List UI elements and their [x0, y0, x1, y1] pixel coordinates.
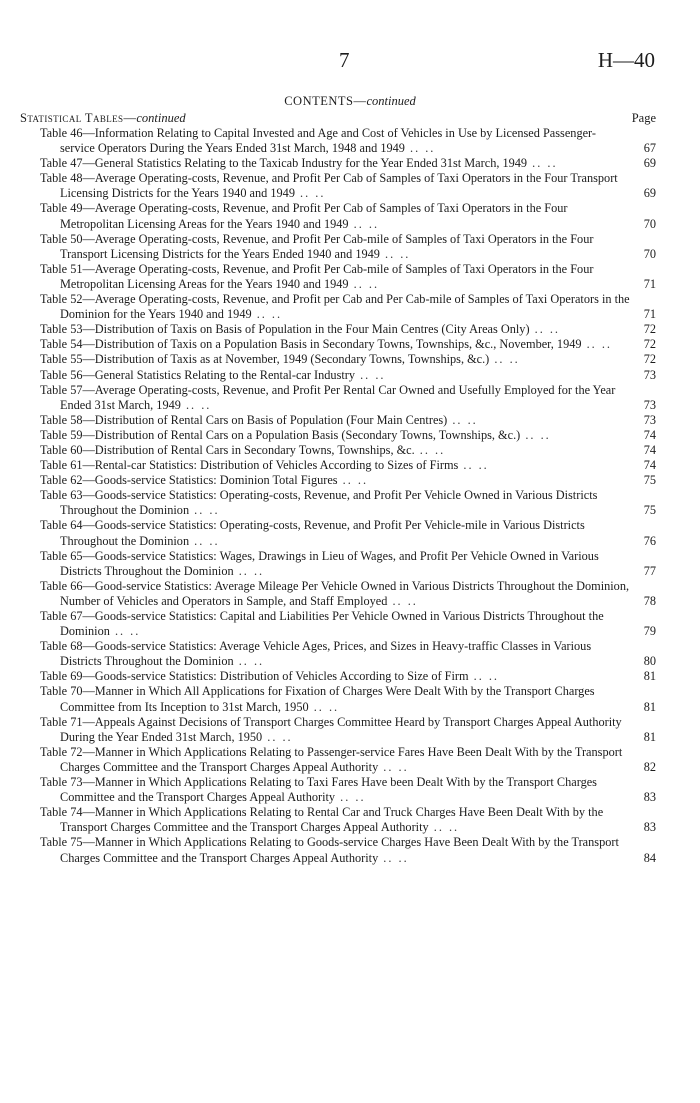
toc-entry: [40, 745, 656, 775]
toc-entry-page: 72: [643, 337, 656, 352]
toc-entry: [40, 805, 656, 835]
toc-entry: [40, 292, 656, 322]
toc-entry-page: 81: [643, 729, 656, 744]
toc-entry-page: 83: [643, 790, 656, 805]
toc-entry: [40, 337, 656, 352]
page-column-heading: Page: [631, 111, 656, 125]
toc-entry-title: Table 54—Distribution of Taxis on a Population Basis in Secondary Towns, Townships, &c., November, 1949: [40, 337, 582, 352]
toc-entry: [40, 368, 656, 383]
leader-dots: .. ..: [468, 669, 500, 684]
toc-entry-page: 75: [643, 473, 656, 488]
toc-entry-page: 74: [643, 442, 656, 457]
leader-dots: .. ..: [308, 699, 340, 714]
toc-entry-page: 75: [643, 503, 656, 518]
toc-entry: [40, 443, 656, 458]
toc-entry-title: Table 64—Goods-service Statistics: Operating-costs, Revenue, and Profit Per Vehicle-mile in Various Districts Throughout the Dominion: [40, 518, 585, 548]
leader-dots: .. ..: [378, 850, 409, 865]
leader-dots: .. ..: [404, 141, 436, 156]
leader-dots: .. ..: [489, 352, 520, 367]
toc-entry-title: Table 74—Manner in Which Applications Relating to Rental Car and Truck Charges Have Been Dealt With by the Transport Charges Committee and the Transport Charges Appeal Authority: [40, 805, 604, 835]
section-continued: continued: [136, 111, 186, 125]
toc-entry-title: Table 66—Good-service Statistics: Average Mileage Per Vehicle Owned in Various Districts Throughout the Dominion, Number of Vehicles and Operators in Sample, and Staff Employed: [40, 578, 630, 608]
toc-entry-title: Table 50—Average Operating-costs, Revenue, and Profit Per Cab-mile of Samples of Taxi Operators in the Four Transport Licensing Districts for the Years Ended 1940 and 1949: [40, 231, 594, 261]
leader-dots: .. ..: [109, 624, 141, 639]
leader-dots: .. ..: [348, 216, 380, 231]
toc-entry-title: Table 52—Average Operating-costs, Revenue, and Profit per Cab and Per Cab-mile of Samples of Taxi Operators in the Dominion for the Years 1940 and 1949: [40, 292, 630, 322]
leader-dots: .. ..: [337, 473, 369, 488]
toc-entry: [40, 126, 656, 156]
toc-entry-title: Table 63—Goods-service Statistics: Operating-costs, Revenue, and Profit Per Vehicle Owned in Various Districts Throughout the Dominion: [40, 488, 598, 518]
toc-entry-page: 79: [643, 624, 656, 639]
toc-entry-title: Table 57—Average Operating-costs, Revenue, and Profit Per Rental Car Owned and Usefully Employed for the Year Ended 31st March, 1949: [40, 382, 616, 412]
toc-entry: [40, 715, 656, 745]
toc-entry: [40, 669, 656, 684]
toc-entry-title: Table 53—Distribution of Taxis on Basis of Population in the Four Main Centres (City Areas Only): [40, 322, 530, 337]
toc-entry: [40, 488, 656, 518]
toc-entry-page: 71: [643, 276, 656, 291]
leader-dots: .. ..: [520, 427, 551, 442]
toc-entry: [40, 458, 656, 473]
page-number: 7: [339, 48, 350, 72]
toc-entry-page: 78: [643, 593, 656, 608]
toc-entry-page: 70: [643, 216, 656, 231]
leader-dots: .. ..: [428, 820, 460, 835]
toc-entry-page: 84: [643, 850, 656, 865]
leader-dots: .. ..: [189, 503, 220, 518]
toc-entry-title: Table 67—Goods-service Statistics: Capital and Liabilities Per Vehicle Owned in Various Districts Throughout the Dominion: [40, 609, 604, 639]
toc-entry-page: 80: [643, 654, 656, 669]
toc-entry: [40, 835, 656, 865]
toc-entry-title: Table 71—Appeals Against Decisions of Transport Charges Committee Heard by Transport Charges Appeal Authority During the Year Ended 31st March, 1950: [40, 714, 622, 744]
toc-entry-page: 71: [643, 307, 656, 322]
toc-entry: [40, 579, 656, 609]
toc-entry-page: 76: [643, 533, 656, 548]
leader-dots: .. ..: [180, 397, 212, 412]
toc-entry-page: 72: [643, 352, 656, 367]
toc-entry-page: 83: [643, 820, 656, 835]
toc-entry: [40, 609, 656, 639]
leader-dots: .. ..: [447, 412, 478, 427]
toc-entry-title: Table 49—Average Operating-costs, Revenue, and Profit Per Cab of Samples of Taxi Operators in the Four Metropolitan Licensing Areas for the Years 1940 and 1949: [40, 201, 568, 231]
toc-entry: [40, 262, 656, 292]
toc-entry: [40, 201, 656, 231]
leader-dots: .. ..: [458, 458, 489, 473]
toc-entry-title: Table 69—Goods-service Statistics: Distribution of Vehicles According to Size of Firm: [40, 669, 469, 684]
leader-dots: .. ..: [529, 322, 560, 337]
toc-entry: [40, 383, 656, 413]
leader-dots: .. ..: [233, 563, 265, 578]
toc-entry-title: Table 51—Average Operating-costs, Revenue, and Profit Per Cab-mile of Samples of Taxi Operators in the Four Metropolitan Licensing Areas for the Years 1940 and 1949: [40, 261, 594, 291]
toc-entry-title: Table 55—Distribution of Taxis as at November, 1949 (Secondary Towns, Townships, &c.): [40, 352, 490, 367]
toc-entry-page: 73: [643, 367, 656, 382]
toc-entry-page: 74: [643, 427, 656, 442]
toc-entry: [40, 473, 656, 488]
toc-entry: [40, 156, 656, 171]
toc-entry-title: Table 48—Average Operating-costs, Revenue, and Profit Per Cab of Samples of Taxi Operators in the Four Transport Licensing Districts for the Years 1940 and 1949: [40, 171, 618, 201]
toc-entry-title: Table 72—Manner in Which Applications Relating to Passenger-service Fares Have Been Dealt With by the Transport Charges Committee and the Transport Charges Appeal Authority: [40, 744, 623, 774]
toc-entry-page: 81: [643, 699, 656, 714]
toc-entry-page: 69: [643, 156, 656, 171]
leader-dots: .. ..: [294, 186, 326, 201]
document-code: H—40: [597, 48, 655, 72]
toc-entry: [40, 171, 656, 201]
leader-dots: .. ..: [262, 729, 293, 744]
toc-entry-title: Table 59—Distribution of Rental Cars on a Population Basis (Secondary Towns, Townships, &c.): [40, 427, 521, 442]
toc-entry: [40, 413, 656, 428]
toc-entry: [40, 428, 656, 443]
toc-entry-page: 69: [643, 186, 656, 201]
toc-entry: [40, 232, 656, 262]
leader-dots: .. ..: [335, 790, 366, 805]
contents-heading: [0, 94, 700, 109]
toc-entry-page: 73: [643, 412, 656, 427]
toc-entry: [40, 352, 656, 367]
toc-entry-title: Table 65—Goods-service Statistics: Wages, Drawings in Lieu of Wages, and Profit Per Vehicle Owned in Various Districts Throughout the Dominion: [40, 548, 599, 578]
toc-entry: [40, 549, 656, 579]
toc-entry: [40, 322, 656, 337]
leader-dots: .. ..: [378, 759, 409, 774]
toc-entry-page: 67: [643, 141, 656, 156]
toc-entry-page: 73: [643, 397, 656, 412]
toc-entry-page: 72: [643, 322, 656, 337]
toc-entry-title: Table 60—Distribution of Rental Cars in Secondary Towns, Townships, &c.: [40, 442, 415, 457]
leader-dots: .. ..: [414, 442, 446, 457]
leader-dots: .. ..: [233, 654, 265, 669]
leader-dots: .. ..: [581, 337, 612, 352]
leader-dots: .. ..: [387, 593, 418, 608]
section-label: Statistical Tables—: [20, 111, 137, 125]
toc-entry-title: Table 46—Information Relating to Capital Invested and Age and Cost of Vehicles in Use by Licensed Passenger-service Operators During the Years Ended 31st March, 1948 and 1949: [40, 126, 596, 156]
toc-entry-title: Table 56—General Statistics Relating to the Rental-car Industry: [40, 367, 356, 382]
toc-entry: [40, 639, 656, 669]
toc-entry-page: 82: [643, 759, 656, 774]
leader-dots: .. ..: [527, 156, 558, 171]
toc-entry-title: Table 73—Manner in Which Applications Relating to Taxi Fares Have been Dealt With by the Transport Charges Committee and the Transport Charges Appeal Authority: [40, 775, 597, 805]
contents-continued: continued: [366, 94, 416, 108]
toc-entry-page: 70: [643, 246, 656, 261]
leader-dots: .. ..: [355, 367, 386, 382]
leader-dots: .. ..: [379, 246, 411, 261]
page-header: [0, 48, 700, 78]
toc-entry-page: 77: [643, 563, 656, 578]
leader-dots: .. ..: [189, 533, 220, 548]
toc-entry-title: Table 61—Rental-car Statistics: Distribution of Vehicles According to Sizes of Firms: [40, 458, 459, 473]
section-heading: [20, 111, 656, 126]
toc-entry-list: [40, 126, 656, 866]
leader-dots: .. ..: [251, 307, 283, 322]
toc-entry-page: 74: [643, 458, 656, 473]
toc-entry: [40, 518, 656, 548]
toc-entry-title: Table 62—Goods-service Statistics: Dominion Total Figures: [40, 473, 338, 488]
toc-entry-title: Table 68—Goods-service Statistics: Average Vehicle Ages, Prices, and Sizes in Heavy-traffic Classes in Various Districts Throughout the Dominion: [40, 639, 592, 669]
toc-entry: [40, 684, 656, 714]
toc-entry-title: Table 75—Manner in Which Applications Relating to Goods-service Charges Have Been Dealt With by the Transport Charges Committee and the Transport Charges Appeal Authority: [40, 835, 619, 865]
toc-entry-title: Table 58—Distribution of Rental Cars on Basis of Population (Four Main Centres): [40, 412, 448, 427]
toc-entry: [40, 775, 656, 805]
toc-entry-page: 81: [643, 669, 656, 684]
toc-entry-title: Table 70—Manner in Which All Applications for Fixation of Charges Were Dealt With by the Transport Charges Committee from Its Inception to 31st March, 1950: [40, 684, 595, 714]
contents-title: CONTENTS—: [284, 94, 367, 108]
leader-dots: .. ..: [348, 276, 380, 291]
toc-entry-title: Table 47—General Statistics Relating to the Taxicab Industry for the Year Ended 31st March, 1949: [40, 156, 528, 171]
